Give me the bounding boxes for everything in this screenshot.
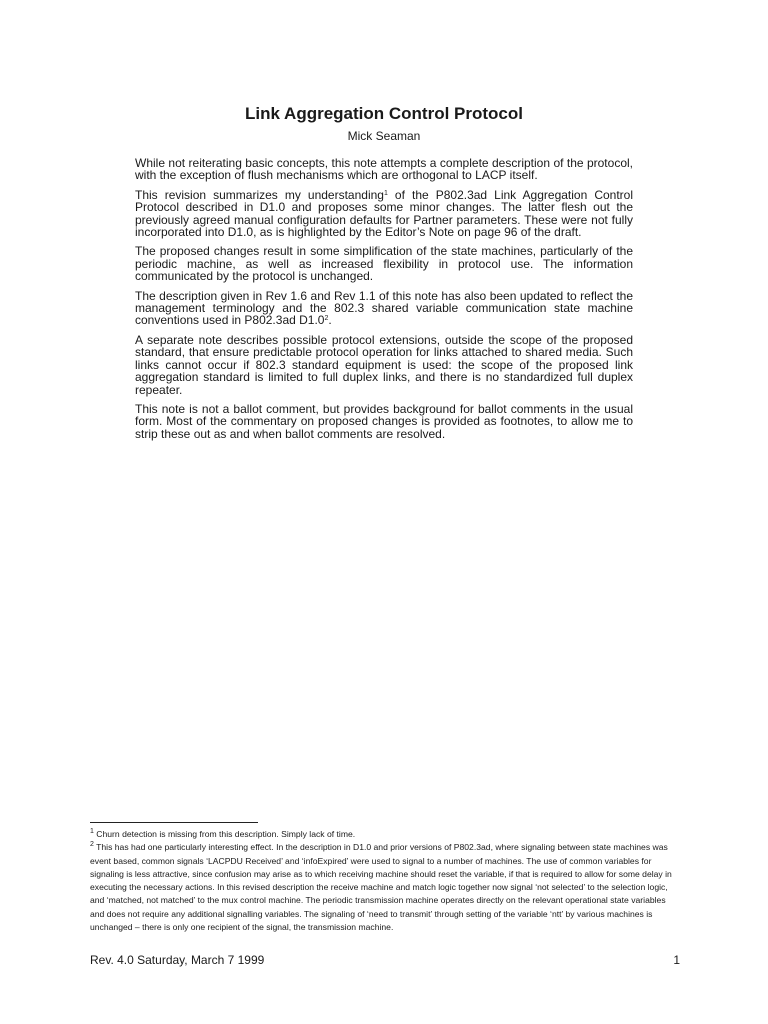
- body-paragraph-5: [135, 334, 633, 396]
- body-paragraph-6: [135, 403, 633, 440]
- footnote-1: [90, 828, 680, 841]
- footer-revision: Rev. 4.0 Saturday, March 7 1999: [90, 953, 265, 967]
- footnote-reference-1: 1: [383, 189, 388, 197]
- paragraph-text: The proposed changes result in some simplification of the state machines, particularly of the periodic machine, as well as increased flexibility in protocol use. The information communicated by the protocol is unchanged.: [135, 244, 633, 284]
- paragraph-text: of the P802.3ad Link Aggregation Control Protocol described in D1.0 and proposes some minor changes. The latter flesh out the previously agreed manual configuration defaults for Partner parameters. These were not fully incorporated into D1.0, as is highlighted by the Editor’s Note on page 96 of the draft.: [135, 187, 634, 240]
- paragraph-text: A separate note describes possible protocol extensions, outside the scope of the proposed standard, that ensure predictable protocol operation for links attached to shared media. Such links cannot occur if 802.3 standard equipment is used: the scope of the proposed link aggregation standard is limited to full duplex links, and there is no standardized full duplex repeater.: [135, 332, 633, 397]
- paragraph-text: This revision summarizes my understanding: [135, 187, 384, 202]
- body-paragraph-2: [135, 189, 633, 239]
- footnote-text: Churn detection is missing from this description. Simply lack of time.: [93, 829, 356, 839]
- paragraph-text: This note is not a ballot comment, but provides background for ballot comments in the usual form. Most of the commentary on proposed changes is provided as footnotes, to allow me to strip these out as and when ballot comments are resolved.: [135, 401, 633, 441]
- body-paragraph-3: [135, 245, 633, 282]
- paragraph-text: .: [328, 313, 332, 328]
- body-paragraph-1: [135, 157, 633, 182]
- paragraph-text: The description given in Rev 1.6 and Rev 1.1 of this note has also been updated to reflect the management terminology and the 802.3 shared variable communication state machine conventions used in P802.3ad D1.0: [135, 288, 633, 328]
- footnote-2: [90, 841, 680, 934]
- document-body: [135, 157, 633, 447]
- footnote-separator: [90, 822, 258, 823]
- footnote-marker: 2: [90, 841, 94, 849]
- body-paragraph-4: [135, 290, 633, 327]
- footnote-reference-2: 2: [324, 315, 329, 323]
- document-author: Mick Seaman: [347, 129, 421, 143]
- footnotes: [90, 828, 680, 934]
- page-number: 1: [673, 953, 680, 967]
- footnote-marker: 1: [90, 828, 94, 835]
- footnote-text: This has had one particularly interesting effect. In the description in D1.0 and prior versions of P802.3ad, where signaling between state machines was event based, common signals ‘LACPDU Received’ and ‘infoExpired’ were used to signal to a number of machines. The use of common variables for signaling is less attractive, since confusion may arise as to which receiving machine should reset the variable, if that is required to allow for some delay in executing the necessary actions. In this revised description the receive machine and match logic together now signal ‘not selected’ to the selection logic, and ‘matched, not matched’ to the mux control machine. The periodic transmission machine operates directly on the relevant operational state variables and does not require any additional signalling variables. The signaling of ‘need to transmit’ through setting of the variable ‘ntt’ by various machines is unchanged – there is only one recipient of the signal, the transmission machine.: [90, 842, 672, 933]
- document-title: Link Aggregation Control Protocol: [245, 104, 523, 123]
- paragraph-text: While not reiterating basic concepts, this note attempts a complete description of the protocol, with the exception of flush mechanisms which are orthogonal to LACP itself.: [135, 156, 633, 183]
